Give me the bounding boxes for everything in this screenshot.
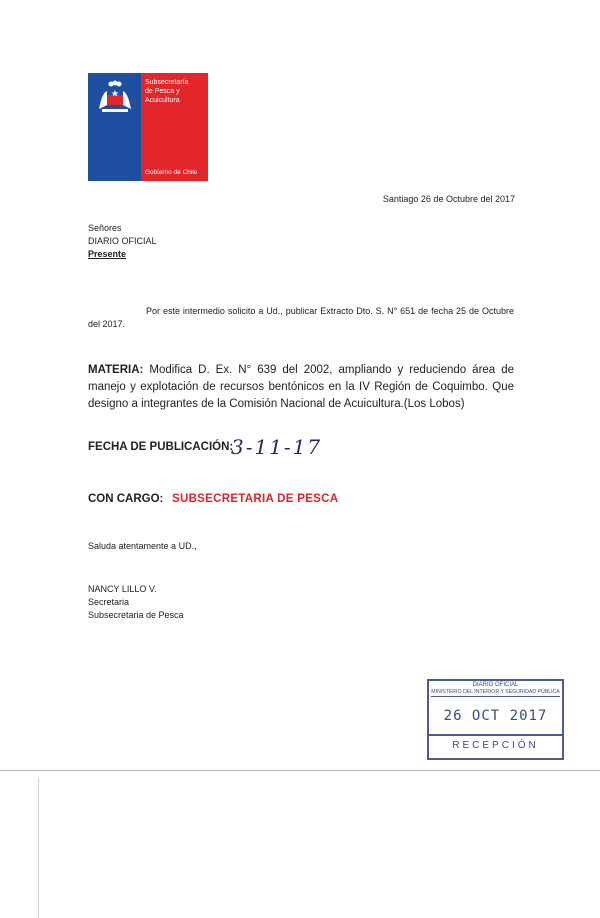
- logo-blue-lower-block: [88, 121, 141, 181]
- logo-org-name: Subsecretaría de Pesca y Acuicultura: [145, 79, 189, 104]
- closing-line: Saluda atentamente a UD.,: [88, 541, 197, 551]
- page-margin-line: [38, 778, 39, 918]
- signature-block: [88, 583, 184, 622]
- signature-name: NANCY LILLO V.: [88, 584, 157, 594]
- fecha-handwritten-value: 3-11-17: [231, 435, 323, 459]
- recipient-line: DIARIO OFICIAL: [88, 236, 157, 246]
- materia-label: MATERIA:: [88, 364, 144, 376]
- logo-gov-label: Gobierno de Chile: [145, 169, 198, 176]
- letter-body: Por este intermedio solicito a Ud., publicar Extracto Dto. S. N° 651 de fecha 25 de Octubre del 2017.: [88, 306, 514, 329]
- cargo-label: CON CARGO:: [88, 493, 164, 505]
- signature-org: Subsecretaria de Pesca: [88, 610, 184, 620]
- page-fold-line: [0, 770, 600, 771]
- recipient-block: [88, 222, 157, 261]
- stamp-date: 26 OCT 2017: [443, 708, 548, 724]
- letter-date: Santiago 26 de Octubre del 2017: [382, 194, 515, 204]
- stamp-divider: [429, 734, 562, 736]
- reception-stamp: [427, 679, 564, 760]
- coat-of-arms-icon: [96, 79, 134, 115]
- fecha-label: FECHA DE PUBLICACIÓN:: [88, 441, 234, 453]
- present-label: Presente: [88, 249, 127, 259]
- stamp-line-2: MINISTERIO DEL INTERIOR Y SEGURIDAD PÚBLICA: [431, 689, 560, 695]
- recipient-line: Señores: [88, 223, 122, 233]
- materia-text: Modifica D. Ex. N° 639 del 2002, ampliando y reduciendo área de manejo y explotación de recursos bentónicos en la IV Región de Coquimbo. Que designo a integrantes de la Comisión Nacional de Acuicultura.(Los Lobos): [88, 364, 514, 410]
- materia-paragraph: [88, 362, 514, 413]
- subpesca-logo: [88, 73, 208, 181]
- cargo-value: SUBSECRETARIA DE PESCA: [172, 493, 339, 505]
- signature-role: Secretaria: [88, 597, 130, 607]
- stamp-line-1: DIARIO OFICIAL: [472, 682, 519, 688]
- stamp-reception-label: RECEPCIÓN: [452, 740, 539, 751]
